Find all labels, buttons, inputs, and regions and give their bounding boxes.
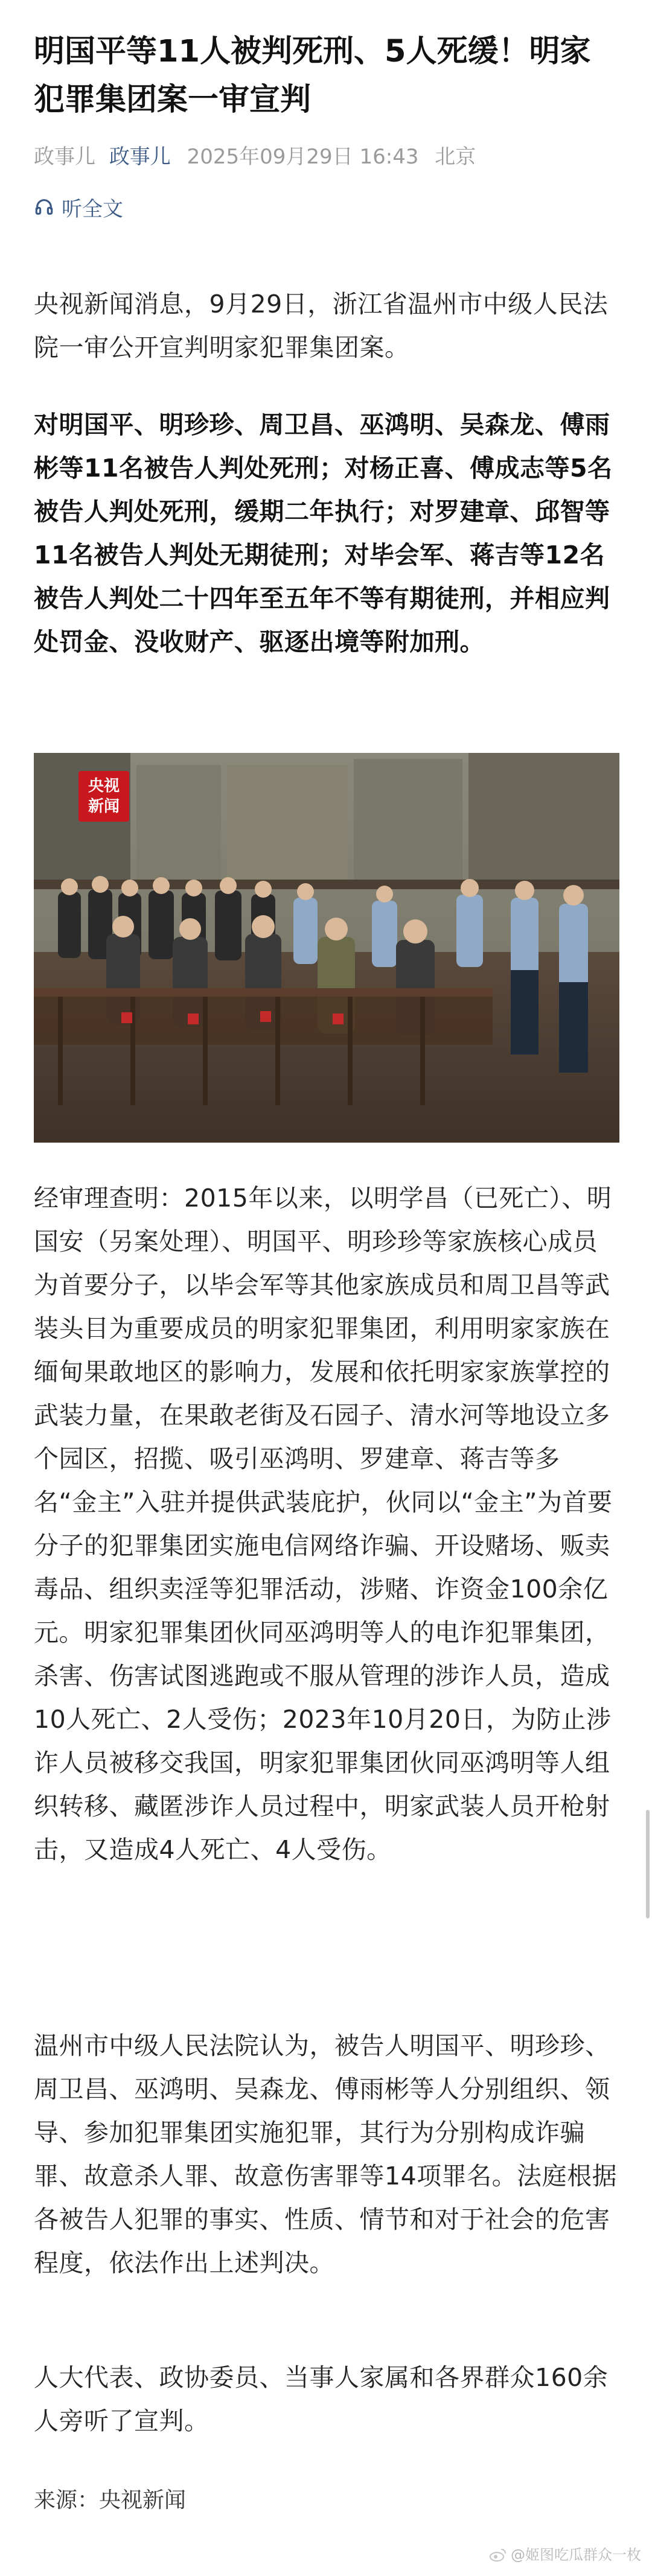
author-link[interactable]: 政事儿: [109, 145, 171, 169]
cctv-news-logo: 央视 新闻: [78, 771, 129, 822]
headphones-icon: [34, 197, 54, 217]
article-title: 明国平等11人被判死刑、5人死缓！明家犯罪集团案一审宣判: [34, 34, 591, 118]
weibo-icon: [489, 2548, 507, 2562]
article-source: 来源：央视新闻: [34, 2488, 187, 2513]
publish-date: 2025年09月29日 16:43: [187, 145, 419, 169]
watermark-text: @姬图吃瓜群众一枚: [511, 2546, 641, 2563]
publish-region: 北京: [435, 145, 476, 169]
article-meta: [34, 142, 476, 171]
account-name[interactable]: 政事儿: [34, 145, 95, 169]
paragraph-findings: 经审理查明：2015年以来，以明学昌（已死亡）、明国安（另案处理）、明国平、明珍珍等家族核心成员为首要分子，以毕会军等其他家族成员和周卫昌等武装头目为重要成员的明家犯罪集团，利用明家家族在缅甸果敢地区的影响力，发展和依托明家家族掌控的武装力量，在果敢老街及石园子、清水河等地设立多个园区，招揽、吸引巫鸿明、罗建章、蒋吉等多名“金主”入驻并提供武装庇护，伙同以“金主”为首要分子的犯罪集团实施电信网络诈骗、开设赌场、贩卖毒品、组织卖淫等犯罪活动，涉赌、诈资金100余亿元。明家犯罪集团伙同巫鸿明等人的电诈犯罪集团，杀害、伤害试图逃跑或不服从管理的涉诈人员，造成10人死亡、2人受伤；2023年10月20日，为防止涉诈人员被移交我国，明家犯罪集团伙同巫鸿明等人组织转移、藏匿涉诈人员过程中，明家武装人员开枪射击，又造成4人死亡、4人受伤。: [34, 1184, 613, 1864]
page-scrollbar[interactable]: [646, 1810, 650, 1918]
paragraph-verdict: 对明国平、明珍珍、周卫昌、巫鸿明、吴森龙、傅雨彬等11名被告人判处死刑；对杨正喜、傅成志等5名被告人判处死刑，缓期二年执行；对罗建章、邱智等11名被告人判处无期徒刑；对毕会军、蒋吉等12名被告人判处二十四年至五年不等有期徒刑，并相应判处罚金、没收财产、驱逐出境等附加刑。: [34, 410, 613, 656]
weibo-watermark: [489, 2545, 641, 2565]
paragraph-attendance: 人大代表、政协委员、当事人家属和各界群众160余人旁听了宣判。: [34, 2363, 609, 2435]
paragraph-court-opinion: 温州市中级人民法院认为，被告人明国平、明珍珍、周卫昌、巫鸿明、吴森龙、傅雨彬等人分别组织、领导、参加犯罪集团实施犯罪，其行为分别构成诈骗罪、故意杀人罪、故意伤害罪等14项罪名。法庭根据各被告人犯罪的事实、性质、情节和对于社会的危害程度，依法作出上述判决。: [34, 2031, 618, 2277]
courtroom-photo: [34, 753, 619, 1143]
listen-full-button[interactable]: [34, 192, 123, 222]
paragraph-intro: 央视新闻消息，9月29日，浙江省温州市中级人民法院一审公开宣判明家犯罪集团案。: [34, 290, 609, 362]
listen-full-label: 听全文: [62, 197, 123, 221]
